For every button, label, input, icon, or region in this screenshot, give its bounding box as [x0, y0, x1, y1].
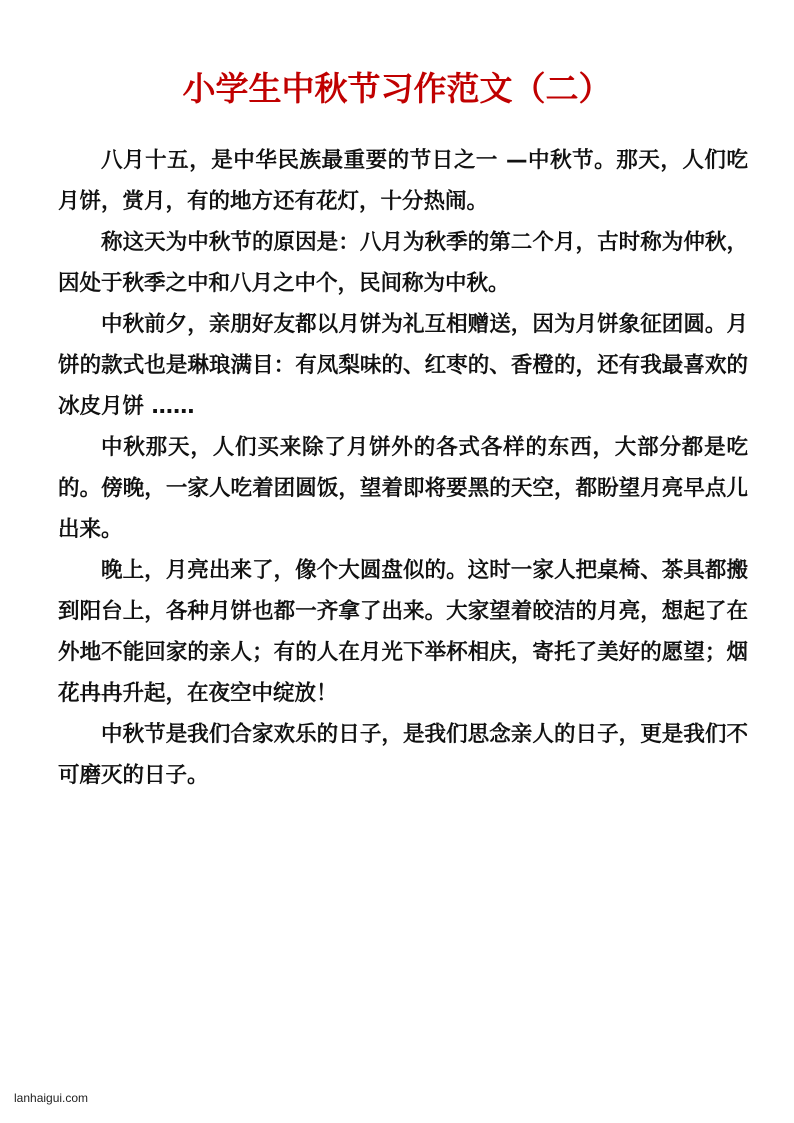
footer-site-url: lanhaigui.com: [14, 1091, 89, 1105]
paragraph-6: 中秋节是我们合家欢乐的日子，是我们思念亲人的日子，更是我们不可磨灭的日子。: [58, 722, 748, 788]
page-title: 小学生中秋节习作范文（二）: [182, 69, 612, 108]
paragraph-1: 八月十五，是中华民族最重要的节日之一 —中秋节。那天，人们吃月饼，赏月，有的地方还有花灯，十分热闹。: [58, 148, 748, 214]
paragraph-5: 晚上，月亮出来了，像个大圆盘似的。这时一家人把桌椅、茶具都搬到阳台上，各种月饼也都一齐拿了出来。大家望着皎洁的月亮，想起了在外地不能回家的亲人；有的人在月光下举杯相庆，寄托了美好的愿望；烟花冉冉升起，在夜空中绽放！: [58, 558, 748, 706]
paragraph-2: 称这天为中秋节的原因是：八月为秋季的第二个月，古时称为仲秋，因处于秋季之中和八月之中个，民间称为中秋。: [58, 230, 748, 296]
essay-body: [58, 140, 748, 796]
paragraph-4: 中秋那天，人们买来除了月饼外的各式各样的东西，大部分都是吃的。傍晚，一家人吃着团圆饭，望着即将要黑的天空，都盼望月亮早点儿出来。: [58, 435, 748, 542]
paragraph-3: 中秋前夕，亲朋好友都以月饼为礼互相赠送，因为月饼象征团圆。月饼的款式也是琳琅满目：有凤梨味的、红枣的、香橙的，还有我最喜欢的冰皮月饼 ……: [58, 312, 748, 419]
